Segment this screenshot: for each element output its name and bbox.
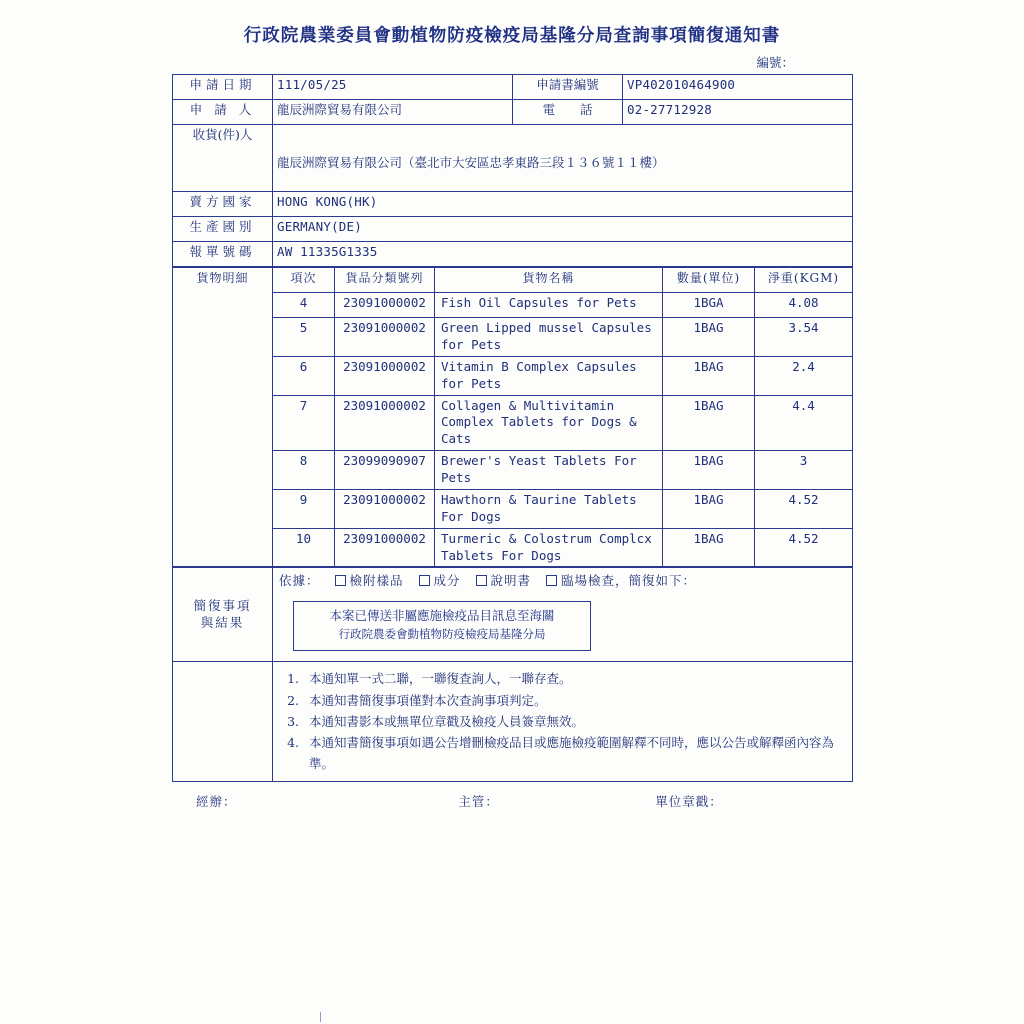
list-item: 2. 本通知書簡復事項僅對本次查詢事項判定。 <box>303 690 848 711</box>
cell-weight: 4.08 <box>755 293 853 318</box>
applicant-label: 申 請 人 <box>173 100 273 125</box>
checkbox-onsite[interactable] <box>546 575 557 586</box>
seller-country-value: HONG KONG(HK) <box>273 192 853 217</box>
consignee-value: 龍辰洲際貿易有限公司（臺北市大安區忠孝東路三段１３６號１１樓） <box>273 149 853 192</box>
checkbox-onsite-label: 臨場檢查，簡復如下： <box>561 573 697 589</box>
checkbox-ingredient[interactable] <box>419 575 430 586</box>
basis-line <box>277 570 848 593</box>
cell-weight: 4.4 <box>755 395 853 451</box>
table-row <box>173 489 853 528</box>
page-edge-tick <box>320 1012 321 1022</box>
goods-section-label: 貨物明細 <box>173 268 273 567</box>
page-title: 行政院農業委員會動植物防疫檢疫局基隆分局查詢事項簡復通知書 <box>243 26 781 46</box>
notes-list <box>277 668 848 774</box>
cell-qty: 1BAG <box>663 395 755 451</box>
cell-hs: 23099090907 <box>335 451 435 490</box>
col-header-no: 項次 <box>273 268 335 293</box>
col-header-weight: 淨重(KGM) <box>755 268 853 293</box>
seller-country-label: 賣方國家 <box>173 192 273 217</box>
goods-header-row <box>173 268 853 293</box>
table-row <box>173 356 853 395</box>
consignee-label-cont <box>173 149 273 192</box>
stamp-line-2: 行政院農委會動植物防疫檢疫局基隆分局 <box>338 627 546 641</box>
reply-section-label-line1: 簡復事項 <box>193 597 252 613</box>
cell-hs: 23091000002 <box>335 356 435 395</box>
list-item: 3. 本通知書影本或無單位章戳及檢疫人員簽章無效。 <box>303 711 848 732</box>
cell-hs: 23091000002 <box>335 528 435 567</box>
checkbox-ingredient-label: 成分 <box>433 573 461 589</box>
row-applicant <box>173 100 853 125</box>
phone-value: 02-27712928 <box>623 100 853 125</box>
form-table <box>172 74 853 267</box>
phone-label: 電 話 <box>513 100 623 125</box>
reply-section-label <box>173 568 273 662</box>
cell-qty: 1BGA <box>663 293 755 318</box>
cell-weight: 3.54 <box>755 318 853 357</box>
row-consignee-label <box>173 125 853 150</box>
document-page <box>172 8 852 1008</box>
declaration-no-value: AW 11335G1335 <box>273 242 853 267</box>
cell-weight: 4.52 <box>755 528 853 567</box>
cell-name: Brewer's Yeast Tablets For Pets <box>435 451 663 490</box>
table-row <box>173 528 853 567</box>
unit-seal-label: 單位章戳： <box>655 793 723 809</box>
row-apply-date <box>173 75 853 100</box>
apply-no-value: VP402010464900 <box>623 75 853 100</box>
goods-table <box>172 267 853 567</box>
cell-name: Collagen & Multivitamin Complex Tablets for Dogs & Cats <box>435 395 663 451</box>
checkbox-sample-label: 檢附樣品 <box>349 573 404 589</box>
apply-date-value: 111/05/25 <box>273 75 513 100</box>
table-row <box>173 293 853 318</box>
cell-qty: 1BAG <box>663 451 755 490</box>
table-row <box>173 318 853 357</box>
table-row <box>173 451 853 490</box>
cell-no: 4 <box>273 293 335 318</box>
cell-qty: 1BAG <box>663 489 755 528</box>
row-declaration-no <box>173 242 853 267</box>
row-notes <box>173 662 853 781</box>
produce-country-value: GERMANY(DE) <box>273 217 853 242</box>
basis-label: 依據： <box>279 573 320 589</box>
applicant-value: 龍辰洲際貿易有限公司 <box>273 100 513 125</box>
consignee-label: 收貨(件)人 <box>173 125 273 150</box>
cell-no: 7 <box>273 395 335 451</box>
consignee-spacer <box>273 125 853 150</box>
footer <box>172 782 852 810</box>
cell-name: Vitamin B Complex Capsules for Pets <box>435 356 663 395</box>
row-consignee-value <box>173 149 853 192</box>
cell-hs: 23091000002 <box>335 489 435 528</box>
apply-date-label: 申請日期 <box>173 75 273 100</box>
col-header-qty: 數量(單位) <box>663 268 755 293</box>
row-produce-country <box>173 217 853 242</box>
cell-no: 8 <box>273 451 335 490</box>
cell-weight: 2.4 <box>755 356 853 395</box>
supervisor-label: 主管： <box>458 793 499 809</box>
cell-name: Fish Oil Capsules for Pets <box>435 293 663 318</box>
stamp-line-1: 本案已傳送非屬應施檢疫品目訊息至海關 <box>329 608 555 624</box>
apply-no-label: 申請書編號 <box>513 75 623 100</box>
reply-content <box>273 568 853 662</box>
cell-no: 5 <box>273 318 335 357</box>
cell-weight: 3 <box>755 451 853 490</box>
notes-cell <box>273 662 853 781</box>
col-header-hs: 貨品分類號列 <box>335 268 435 293</box>
cell-weight: 4.52 <box>755 489 853 528</box>
cell-name: Turmeric & Colostrum Complcx Tablets For Dogs <box>435 528 663 567</box>
cell-hs: 23091000002 <box>335 395 435 451</box>
clerk-label: 經辦： <box>196 793 237 809</box>
table-row <box>173 395 853 451</box>
cell-hs: 23091000002 <box>335 293 435 318</box>
list-item: 1. 本通知單一式二聯，一聯復查詢人，一聯存查。 <box>303 668 848 689</box>
declaration-no-label: 報單號碼 <box>173 242 273 267</box>
cell-qty: 1BAG <box>663 356 755 395</box>
row-seller-country <box>173 192 853 217</box>
cell-name: Green Lipped mussel Capsules for Pets <box>435 318 663 357</box>
cell-hs: 23091000002 <box>335 318 435 357</box>
row-reply <box>173 568 853 662</box>
cell-qty: 1BAG <box>663 318 755 357</box>
cell-no: 6 <box>273 356 335 395</box>
col-header-name: 貨物名稱 <box>435 268 663 293</box>
cell-no: 9 <box>273 489 335 528</box>
list-item: 4. 本通知書簡復事項如遇公告增刪檢疫品目或應施檢疫範圍解釋不同時，應以公告或解釋函內容為準。 <box>303 732 848 775</box>
checkbox-sample[interactable] <box>335 575 346 586</box>
checkbox-manual-label: 說明書 <box>490 573 532 589</box>
cell-no: 10 <box>273 528 335 567</box>
cell-name: Hawthorn & Taurine Tablets For Dogs <box>435 489 663 528</box>
serial-label: 編號： <box>756 55 794 70</box>
reply-section-label-line2: 與結果 <box>200 614 245 630</box>
approval-stamp <box>293 601 591 651</box>
cell-qty: 1BAG <box>663 528 755 567</box>
notes-empty-label <box>173 662 273 781</box>
produce-country-label: 生產國別 <box>173 217 273 242</box>
serial-number-line <box>172 53 852 74</box>
reply-table <box>172 567 853 781</box>
checkbox-manual[interactable] <box>476 575 487 586</box>
